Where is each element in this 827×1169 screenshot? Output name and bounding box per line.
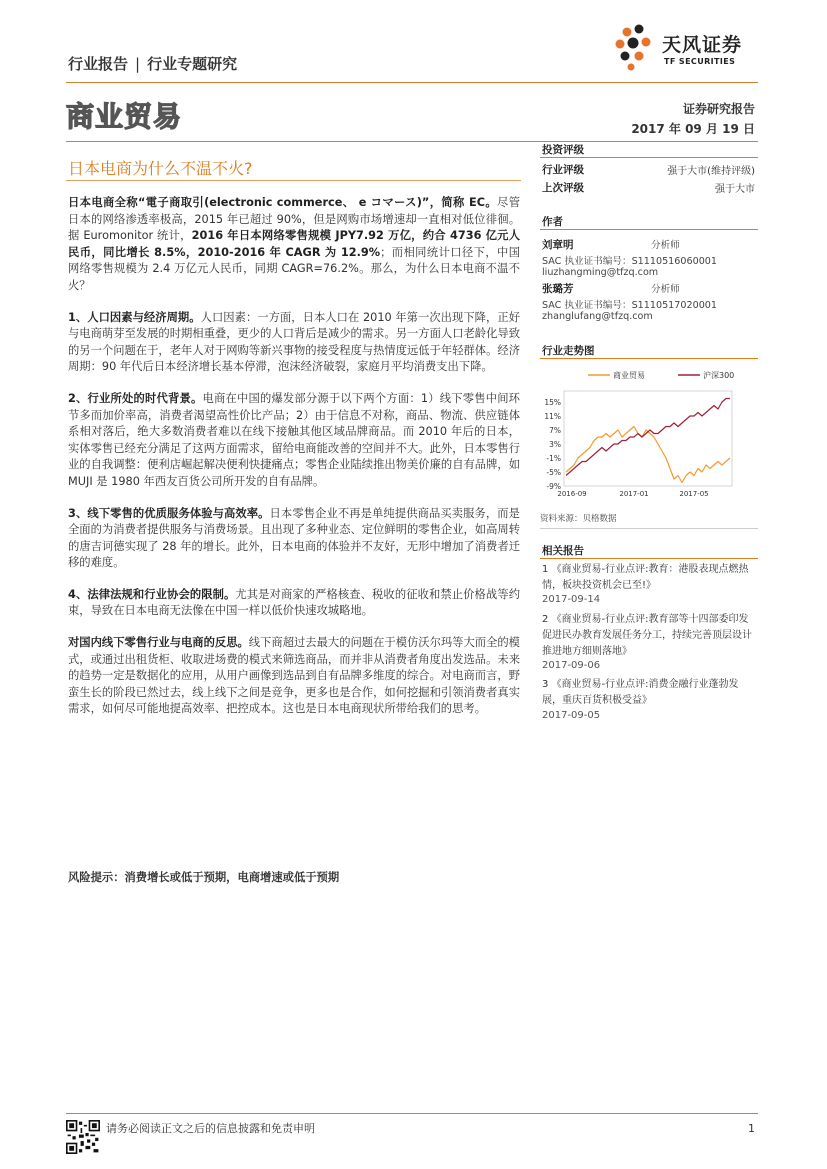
related-report-title[interactable]: 《商业贸易-行业点评:教育部等十四部委印发促进民办教育发展任务分工，持续完善顶层设计推进地方细则落地》 <box>542 614 752 657</box>
emphasis-text: 日本电商全称“電子商取引(electronic commerce、 e コマース)”，简称 EC。 <box>68 196 498 209</box>
trend-heading: 行业走势图 <box>542 345 595 357</box>
report-subcategory: 行业专题研究 <box>147 55 238 73</box>
related-report-number: 3 <box>542 679 549 690</box>
emphasis-text: 4、法律法规和行业协会的限制。 <box>68 587 236 601</box>
author-email[interactable]: zhanglufang@tfzq.com <box>542 311 653 322</box>
trend-rule <box>540 358 758 359</box>
legend-label: 沪深300 <box>703 371 735 380</box>
series-line <box>566 427 730 483</box>
rating-rule <box>540 157 758 158</box>
related-heading: 相关报告 <box>542 545 584 557</box>
related-report-date: 2017-09-05 <box>542 710 601 721</box>
author-cert: SAC 执业证书编号：S1110516060001 <box>542 256 718 267</box>
breadcrumb <box>68 53 237 74</box>
body-text: 日本零售企业不再是单纯提供商品买卖服务，而是全面的为消费者提供服务与消费场景。且出现了多种业态、定位鲜明的零售企业，如高周转的唐吉诃德实现了 28 年的增长。此外，日本电商的体验并不友好，无形中增加了消费者迁移的难度。 <box>68 506 520 570</box>
plot-frame <box>564 391 732 486</box>
x-tick-label: 2017-05 <box>679 490 709 498</box>
report-summary <box>68 195 520 733</box>
industry-trend-chart <box>540 365 758 505</box>
authors-heading: 作者 <box>542 216 563 228</box>
industry-rating-label: 行业评级 <box>542 164 584 176</box>
logo-name: 天风证券 <box>662 34 743 56</box>
emphasis-text: 1、人口因素与经济周期。 <box>68 310 201 324</box>
emphasis-text: 2、行业所处的时代背景。 <box>68 391 203 405</box>
risk-warning: 风险提示：消费增长或低于预期，电商增速或低于预期 <box>68 871 340 884</box>
body-text: 线下商超过去最大的问题在于模仿沃尔玛等大而全的模式，或通过出租货柜、收取进场费的模式来筛选商品，而并非从消费者角度出发选品。未来的趋势一定是数据化的应用，从用户画像到选品到自有品牌多维度的综合。对电商而言，野蛮生长的阶段已然过去，线上线下之间是竞争，更多也是合作，如何挖掘和引领消费者真实需求，如何尽可能地提高效率、把控成本。这也是日本电商现状所带给我们的思考。 <box>68 636 520 716</box>
footer-rule <box>66 1113 758 1114</box>
y-tick-label: 15% <box>544 398 561 407</box>
chart-source: 资料来源：贝格数据 <box>540 514 617 524</box>
point-4-paragraph <box>68 587 520 620</box>
related-report-title[interactable]: 《商业贸易-行业点评:教育：港股表现点燃热情，板块投资机会已至!》 <box>542 564 749 591</box>
author-cert: SAC 执业证书编号：S1110517020001 <box>542 300 718 311</box>
title-rule <box>66 141 758 142</box>
related-report[interactable] <box>542 677 756 709</box>
emphasis-text: 3、线下零售的优质服务体验与高效率。 <box>68 506 270 520</box>
last-rating-value: 强于大市 <box>715 184 755 195</box>
title-underline <box>66 180 521 181</box>
related-report-number: 1 <box>542 564 549 575</box>
report-type: 证券研究报告 <box>682 102 755 116</box>
rating-heading: 投资评级 <box>542 144 584 156</box>
y-tick-label: -9% <box>546 482 561 491</box>
authors-rule <box>540 229 758 230</box>
related-report-date: 2017-09-06 <box>542 660 601 671</box>
sector-title: 商业贸易 <box>66 100 183 133</box>
author-role: 分析师 <box>651 240 680 251</box>
body-text: ；而相同统计口径下，中国网络零售规模为 2.4 万亿元人民币，同期 CAGR=76.2%。那么，为什么日本电商不温不火？ <box>68 245 520 292</box>
x-tick-label: 2017-01 <box>619 490 649 498</box>
emphasis-text: 对国内线下零售行业与电商的反思。 <box>68 636 249 650</box>
author-name: 刘章明 <box>542 239 574 251</box>
body-text: 尤其是对商家的严格核查、税收的征收和禁止价格战等约束，导致在日本电商无法像在中国一样以低价快速攻城略地。 <box>68 587 520 618</box>
x-tick-label: 2016-09 <box>557 490 587 498</box>
y-tick-label: -1% <box>546 454 561 463</box>
body-text: 尽管日本的网络渗透率极高，2015 年已超过 90%，但是网购市场增速却一直相对低位徘徊。据 Euromonitor 统计， <box>68 196 520 243</box>
author-role: 分析师 <box>651 284 680 295</box>
y-tick-label: -5% <box>546 468 561 477</box>
qr-code-icon <box>66 1120 100 1154</box>
report-category: 行业报告 <box>68 55 129 73</box>
page-number: 1 <box>748 1122 755 1135</box>
y-tick-label: 11% <box>544 412 561 421</box>
report-title: 日本电商为什么不温不火? <box>68 159 253 178</box>
report-date: 2017 年 09 月 19 日 <box>631 122 755 136</box>
reflection-paragraph <box>68 635 520 718</box>
body-text: 人口因素：一方面，日本人口在 2010 年第一次出现下降，正好与电商萌芽至发展的时期相重叠，更少的人口背后是减少的需求。另一方面人口老龄化导致的另一个问题在于，老年人对于网购等新兴事物的接受程度与热情度远低于年轻群体。经济周期：90 年代后日本经济增长基本停滞，泡沫经济破裂，家庭月平均消费支出下降。 <box>68 310 520 374</box>
emphasis-text: 2016 年日本网络零售规模 JPY7.92 万亿，约合 4736 亿元人民币，同比增长 8.5%，2010-2016 年 CAGR 为 12.9% <box>68 229 520 259</box>
author-name: 张璐芳 <box>542 283 574 295</box>
intro-paragraph <box>68 195 520 295</box>
related-report-title[interactable]: 《商业贸易-行业点评:消费金融行业蓬勃发展，重庆百货积极受益》 <box>542 679 739 706</box>
footer-disclaimer: 请务必阅读正文之后的信息披露和免责申明 <box>106 1122 315 1135</box>
related-report[interactable] <box>542 562 756 594</box>
logo-subtitle: TF SECURITIES <box>664 57 736 66</box>
y-tick-label: 3% <box>549 440 561 449</box>
legend-label: 商业贸易 <box>613 371 645 380</box>
y-tick-label: 7% <box>549 426 561 435</box>
breadcrumb-separator: | <box>135 55 141 73</box>
author-email[interactable]: liuzhangming@tfzq.com <box>542 267 659 278</box>
point-2-paragraph <box>68 391 520 491</box>
industry-rating-value: 强于大市(维持评级) <box>667 166 755 177</box>
last-rating-label: 上次评级 <box>542 182 584 194</box>
chart-source-rule <box>540 528 758 529</box>
related-rule <box>540 558 758 559</box>
point-3-paragraph <box>68 506 520 572</box>
related-report[interactable] <box>542 612 756 660</box>
related-report-date: 2017-09-14 <box>542 594 601 605</box>
point-1-paragraph <box>68 310 520 376</box>
body-text: 电商在中国的爆发部分源于以下两个方面：1）线下零售中间环节多而加价率高，消费者渴望高性价比产品；2）由于信息不对称，商品、物流、供应链体系相对落后，绝大多数消费者难以在线下接触其他区域品牌商品。而 2010 年后的日本，实体零售已经充分满足了这两方面需求，留给电商能改善的空间并不大。此外，日本零售行业的自我调整：便利店崛起解决便利快捷痛点；零售企业陆续推出物美价廉的自有品牌，如 MUJI 是 1980 年西友百货公司所开发的自有品牌。 <box>68 391 520 488</box>
related-report-number: 2 <box>542 614 549 625</box>
series-line <box>566 399 730 476</box>
header-rule <box>66 82 758 83</box>
